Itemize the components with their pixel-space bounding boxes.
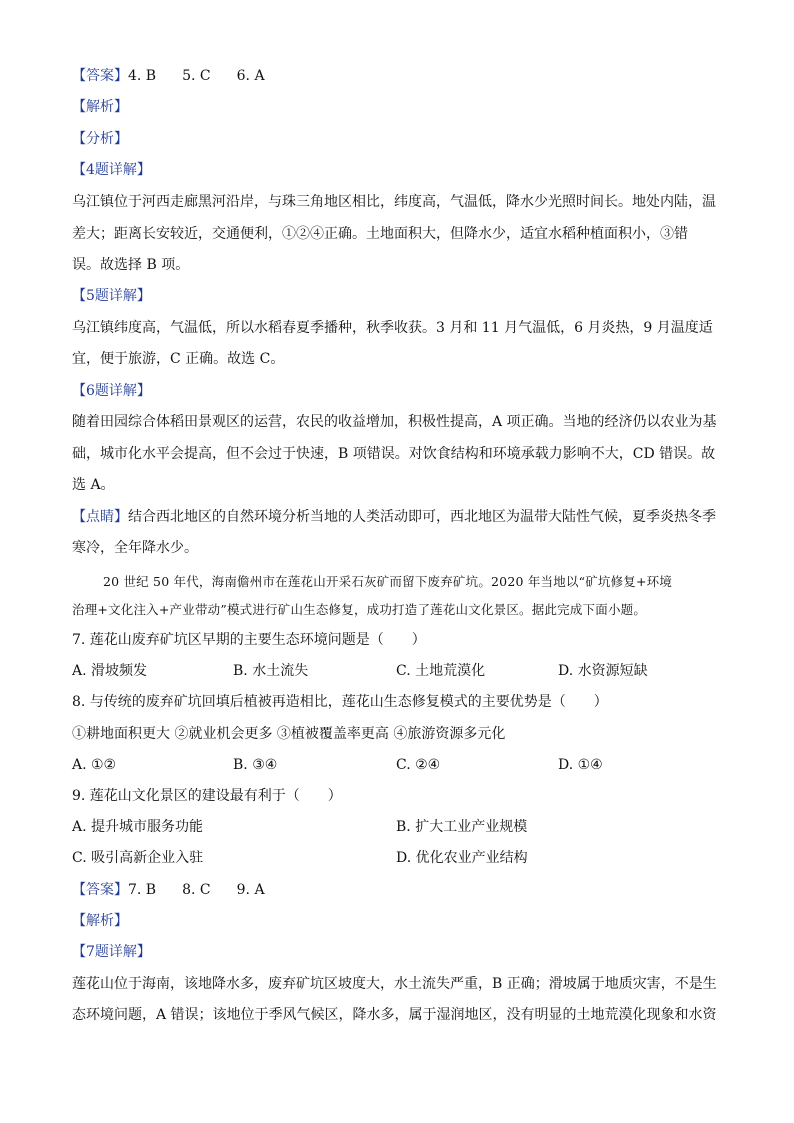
section-tag-q7: 【7题详解】	[72, 944, 151, 960]
section-tag-jiexi-2: 【解析】	[72, 913, 128, 929]
q9-stem: 9. 莲花山文化景区的建设最有利于（ ）	[72, 788, 342, 804]
q7-option-a: A. 滑坡频发	[72, 663, 148, 679]
q6-paragraph-line: 础，城市化水平会提高，但不会过于快速，B 项错误。对饮食结构和环境承载力影响不大，CD 错误。故	[72, 446, 716, 462]
q9-option-d: D. 优化农业产业结构	[396, 850, 528, 866]
answer-value: 7. B	[128, 882, 157, 898]
answer-line-2: 【答案】7. B 8. C 9. A	[72, 882, 265, 898]
tag-text: 解析	[86, 913, 114, 929]
answer-tag: 答案	[86, 882, 114, 898]
tag-text: 5题详解	[86, 288, 137, 304]
section-tag-fenxi: 【分析】	[72, 131, 128, 147]
q4-paragraph-line: 误。故选择 B 项。	[72, 257, 190, 273]
q7-paragraph-line: 莲花山位于海南，该地降水多，废弃矿坑区坡度大，水土流失严重，B 正确；滑坡属于地质灾害，不是生	[72, 976, 717, 992]
section-tag-jiexi: 【解析】	[72, 99, 128, 115]
q7-stem: 7. 莲花山废弃矿坑区早期的主要生态环境问题是（ ）	[72, 632, 426, 648]
q9-option-a: A. 提升城市服务功能	[72, 819, 204, 835]
section-tag-q6: 【6题详解】	[72, 383, 151, 399]
section-tag-q4: 【4题详解】	[72, 162, 151, 178]
q6-paragraph-line: 选 A。	[72, 477, 115, 493]
tag-text: 6题详解	[86, 383, 137, 399]
section-tag-q5: 【5题详解】	[72, 288, 151, 304]
q7-option-d: D. 水资源短缺	[558, 663, 648, 679]
q5-paragraph-line: 乌江镇纬度高，气温低，所以水稻春夏季播种，秋季收获。3 月和 11 月气温低，6 月炎热，9 月温度适	[72, 320, 713, 336]
tag-text: 解析	[86, 99, 114, 115]
q8-stem: 8. 与传统的废弃矿坑回填后植被再造相比，莲花山生态修复模式的主要优势是（ ）	[72, 694, 608, 710]
answer-value: 9. A	[236, 882, 265, 898]
q4-paragraph-line: 差大；距离长安较近，交通便利，①②④正确。土地面积大，但降水少，适宜水稻种植面积小，③错	[72, 226, 688, 242]
q5-paragraph-line: 宜，便于旅游，C 正确。故选 C。	[72, 351, 285, 367]
q9-option-c: C. 吸引高新企业入驻	[72, 850, 204, 866]
answer-value: 6. A	[236, 68, 265, 84]
q8-option-b: B. ③④	[233, 757, 278, 773]
intro-line: 治理+文化注入+产业带动”模式进行矿山生态修复，成功打造了莲花山文化景区。据此完成下面小题。	[72, 602, 647, 617]
q6-paragraph-line: 随着田园综合体稻田景观区的运营，农民的收益增加，积极性提高，A 项正确。当地的经济仍以农业为基	[72, 414, 717, 430]
q7-paragraph-line: 态环境问题，A 错误；该地位于季风气候区，降水多，属于湿润地区，没有明显的土地荒漠化现象和水资	[72, 1007, 717, 1023]
q9-option-b: B. 扩大工业产业规模	[396, 819, 528, 835]
dianjing-text: 结合西北地区的自然环境分析当地的人类活动即可，西北地区为温带大陆性气候，夏季炎热冬季	[128, 509, 716, 525]
answer-tag: 答案	[86, 68, 114, 84]
tag-text: 7题详解	[86, 944, 137, 960]
answer-value: 5. C	[182, 68, 211, 84]
q7-option-b: B. 水土流失	[233, 663, 309, 679]
q4-paragraph-line: 乌江镇位于河西走廊黑河沿岸，与珠三角地区相比，纬度高，气温低，降水少光照时间长。地处内陆，温	[72, 194, 716, 210]
dianjing-line-2: 寒冷，全年降水少。	[72, 540, 198, 556]
tag-text: 4题详解	[86, 162, 137, 178]
q8-option-c: C. ②④	[396, 757, 441, 773]
answer-value: 8. C	[182, 882, 211, 898]
q8-items: ①耕地面积更大 ②就业机会更多 ③植被覆盖率更高 ④旅游资源多元化	[72, 726, 506, 742]
q8-option-a: A. ①②	[72, 757, 117, 773]
answer-value: 4. B	[128, 68, 157, 84]
tag-text: 分析	[86, 131, 114, 147]
answer-line-1: 【答案】4. B 5. C 6. A	[72, 68, 265, 84]
q7-option-c: C. 土地荒漠化	[396, 663, 486, 679]
dianjing-line-1: 【点睛】结合西北地区的自然环境分析当地的人类活动即可，西北地区为温带大陆性气候，夏季炎热冬季	[72, 509, 716, 525]
intro-line: 20 世纪 50 年代，海南儋州市在莲花山开采石灰矿而留下废弃矿坑。2020 年当地以“矿坑修复+环境	[103, 574, 673, 589]
q8-option-d: D. ①④	[558, 757, 603, 773]
tag-text: 点睛	[86, 509, 114, 525]
